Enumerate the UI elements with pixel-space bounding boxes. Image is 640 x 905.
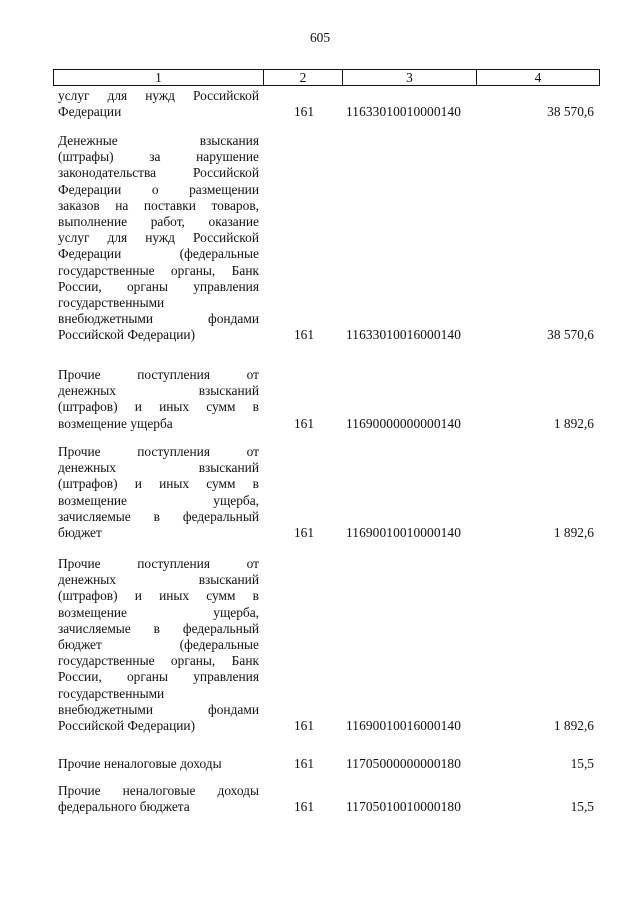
amount: 15,5: [570, 799, 594, 815]
description-line: законодательства Российской: [58, 165, 259, 181]
description-line: Прочие поступления от: [58, 556, 259, 571]
description-line: Прочие поступления от: [58, 444, 259, 459]
description-line: государственными: [58, 295, 165, 311]
table-header: [53, 69, 600, 86]
description-line: Прочие неналоговые доходы: [58, 756, 222, 771]
description-line: возмещение ущерба,: [58, 492, 259, 508]
admin-code: 161: [293, 717, 315, 733]
admin-code: 161: [293, 524, 315, 540]
description-line: внебюджетными фондами: [58, 311, 259, 327]
description-line: Федерации о размещении: [58, 181, 259, 197]
row-description: [58, 783, 259, 815]
description-line: услуг для нужд Российской: [58, 230, 259, 246]
description-line: денежных взысканий: [58, 383, 259, 399]
row-description: [58, 88, 259, 120]
amount: 15,5: [570, 755, 594, 771]
admin-code: 161: [293, 755, 315, 771]
revenue-code: 11633010010000140: [346, 104, 462, 120]
description-line: зачисляемые в федеральный: [58, 620, 259, 636]
description-line: России, органы управления: [58, 669, 259, 685]
row-description: [58, 756, 259, 772]
revenue-code: 11705010010000180: [346, 799, 462, 815]
description-line: зачисляемые в федеральный: [58, 508, 259, 524]
description-line: Российской Федерации): [58, 718, 196, 734]
row-description: [58, 133, 259, 344]
table-row: [0, 88, 640, 120]
description-line: Российской Федерации): [58, 327, 196, 343]
table-row: [0, 556, 640, 734]
row-description: [58, 367, 259, 432]
description-line: денежных взысканий: [58, 572, 259, 588]
description-line: бюджет: [58, 525, 102, 541]
description-line: Прочие неналоговые доходы: [58, 783, 259, 798]
header-col-2: 2: [264, 70, 343, 85]
revenue-code: 11705000000000180: [346, 755, 462, 771]
row-description: [58, 444, 259, 541]
description-line: Денежные взыскания: [58, 133, 259, 148]
admin-code: 161: [293, 415, 315, 431]
header-col-4: 4: [534, 70, 542, 85]
description-line: Федерации (федеральные: [58, 246, 259, 262]
description-line: возмещение ущерба,: [58, 604, 259, 620]
description-line: федерального бюджета: [58, 799, 190, 815]
amount: 1 892,6: [553, 717, 594, 733]
amount: 38 570,6: [547, 104, 594, 120]
admin-code: 161: [293, 104, 315, 120]
description-line: возмещение ущерба: [58, 415, 173, 431]
table-row: [0, 444, 640, 541]
description-line: (штрафы) за нарушение: [58, 149, 259, 165]
table-row: [0, 783, 640, 815]
amount: 1 892,6: [553, 415, 594, 431]
revenue-code: 11690000000000140: [346, 415, 462, 431]
description-line: услуг для нужд Российской: [58, 88, 259, 103]
header-col-1: 1: [54, 70, 264, 85]
description-line: заказов на поставки товаров,: [58, 197, 259, 213]
description-line: Прочие поступления от: [58, 367, 259, 382]
description-line: денежных взысканий: [58, 460, 259, 476]
description-line: государственные органы, Банк: [58, 262, 259, 278]
header-col-3: 3: [343, 70, 477, 85]
revenue-code: 11690010016000140: [346, 717, 462, 733]
description-line: внебюджетными фондами: [58, 701, 259, 717]
table-row: [0, 367, 640, 432]
revenue-code: 11690010010000140: [346, 524, 462, 540]
description-line: государственными: [58, 685, 165, 701]
row-description: [58, 556, 259, 734]
admin-code: 161: [293, 799, 315, 815]
admin-code: 161: [293, 327, 315, 343]
description-line: (штрафов) и иных сумм в: [58, 399, 259, 415]
amount: 1 892,6: [553, 524, 594, 540]
description-line: России, органы управления: [58, 278, 259, 294]
page-number: 605: [309, 30, 331, 45]
description-line: Федерации: [58, 104, 122, 120]
amount: 38 570,6: [547, 327, 594, 343]
description-line: (штрафов) и иных сумм в: [58, 476, 259, 492]
description-line: (штрафов) и иных сумм в: [58, 588, 259, 604]
table-row: [0, 756, 640, 772]
table-row: [0, 133, 640, 344]
description-line: государственные органы, Банк: [58, 653, 259, 669]
description-line: выполнение работ, оказание: [58, 214, 259, 230]
revenue-code: 11633010016000140: [346, 327, 462, 343]
description-line: бюджет (федеральные: [58, 637, 259, 653]
